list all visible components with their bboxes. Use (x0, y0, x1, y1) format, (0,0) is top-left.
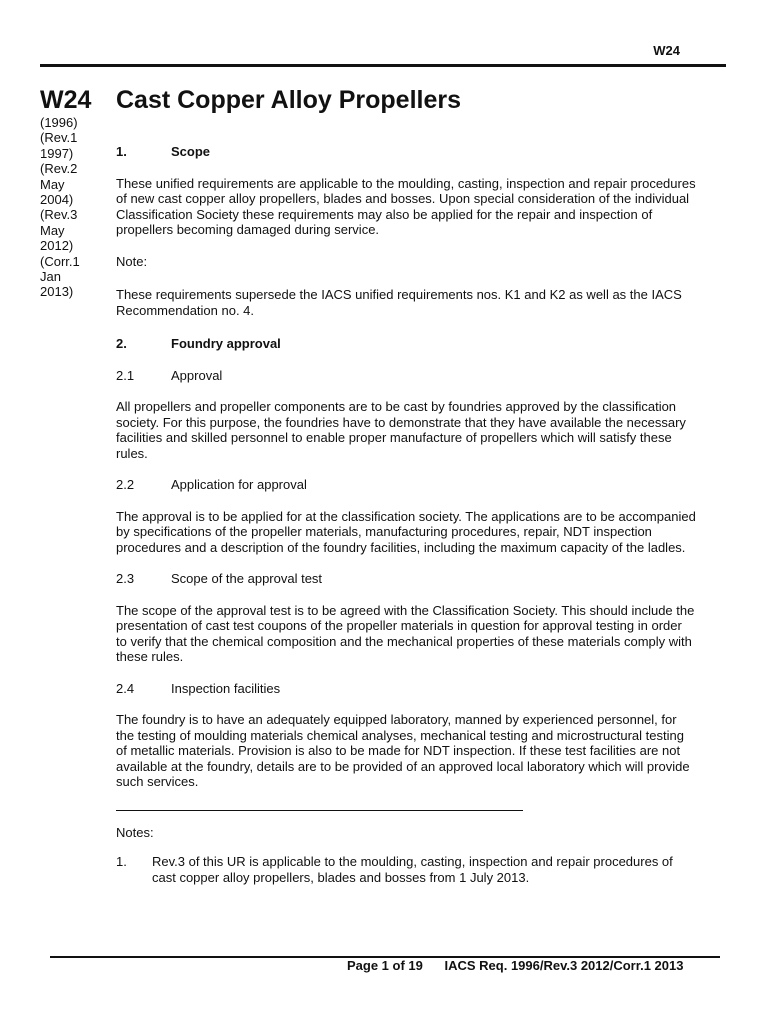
section-title: Foundry approval (171, 336, 281, 351)
subsection-heading-inspection (116, 681, 696, 697)
subsection-title: Application for approval (171, 477, 307, 492)
revision-line: 2012) (40, 238, 74, 254)
subsection-title: Scope of the approval test (171, 571, 323, 586)
subsection-heading-approval (116, 368, 696, 384)
revision-history (40, 115, 112, 300)
section-heading-foundry-approval (116, 336, 696, 352)
document-code: W24 (40, 86, 92, 114)
section-number: 1. (116, 144, 127, 159)
section-number: 2. (116, 336, 127, 351)
inspection-paragraph: The foundry is to have an adequately equipped laboratory, manned by experienced personnel, for the testing of moulding materials chemical analyses, mechanical testing and microstructural testing of metallic materials. Provision is also to be made for NDT inspection. If these test facilities are not available at the foundry, details are to be provided of an approved local laboratory which will provide such services. (116, 712, 690, 789)
footnote-number: 1. (116, 854, 127, 869)
subsection-title: Inspection facilities (171, 680, 281, 696)
revision-line: 1997) (40, 145, 74, 161)
footnote-text: Rev.3 of this UR is applicable to the moulding, casting, inspection and repair procedures of cast copper alloy propellers, blades and bosses from 1 July 2013. (152, 854, 673, 885)
approval-paragraph: All propellers and propeller components are to be cast by foundries approved by the classification society. For this purpose, the foundries have to demonstrate that they have available the necessary facilities and skilled personnel to enable proper manufacture of propellers which will satisfy these rules. (116, 399, 686, 461)
page-number: Page 1 of 19 (347, 958, 423, 973)
header-code: W24 (653, 43, 680, 58)
revision-line: (Rev.1 (40, 130, 78, 146)
notes-label: Notes: (116, 824, 154, 840)
header-rule (40, 64, 726, 67)
subsection-heading-approval-test (116, 571, 696, 587)
footnote-divider (116, 810, 523, 811)
revision-line: May (40, 222, 65, 238)
approval-test-paragraph: The scope of the approval test is to be agreed with the Classification Society. This should include the presentation of cast test coupons of the propeller materials in question for approval testing in order to verify that the chemical composition and the mechanical properties of these materials comply with these rules. (116, 602, 695, 664)
footnote-item (116, 854, 696, 885)
revision-line: 2004) (40, 192, 74, 208)
document-reference: IACS Req. 1996/Rev.3 2012/Corr.1 2013 (444, 958, 684, 973)
note-paragraph: These requirements supersede the IACS unified requirements nos. K1 and K2 as well as the IACS Recommendation no. 4. (116, 287, 682, 318)
document-body (116, 144, 696, 885)
section-title: Scope (171, 144, 211, 159)
revision-line: May (40, 176, 65, 192)
revision-line: (Corr.1 (40, 253, 80, 269)
subsection-number: 2.2 (116, 477, 135, 492)
subsection-number: 2.3 (116, 571, 135, 586)
application-paragraph: The approval is to be applied for at the classification society. The applications are to be accompanied by specifications of the propeller materials, manufacturing procedures, repair, NDT inspection procedures and a description of the foundry facilities, including the maximum capacity of the ladles. (116, 508, 696, 555)
document-title: Cast Copper Alloy Propellers (116, 86, 461, 114)
revision-line: (Rev.2 (40, 161, 78, 177)
revision-line: (Rev.3 (40, 207, 78, 223)
subsection-heading-application (116, 477, 696, 493)
revision-line: 2013) (40, 284, 74, 300)
subsection-title: Approval (171, 367, 223, 383)
subsection-number: 2.1 (116, 367, 135, 383)
revision-line: Jan (40, 269, 61, 285)
section-heading-scope (116, 144, 696, 160)
scope-paragraph: These unified requirements are applicable to the moulding, casting, inspection and repair procedures of new cast copper alloy propellers, blades and bosses. Upon special consideration of the individual Classification Society these requirements may also be applied for the repair and inspection of propellers becoming damaged during service. (116, 175, 696, 237)
revision-line: (1996) (40, 115, 78, 130)
note-label: Note: (116, 253, 148, 269)
subsection-number: 2.4 (116, 680, 135, 696)
page-footer (347, 958, 683, 973)
